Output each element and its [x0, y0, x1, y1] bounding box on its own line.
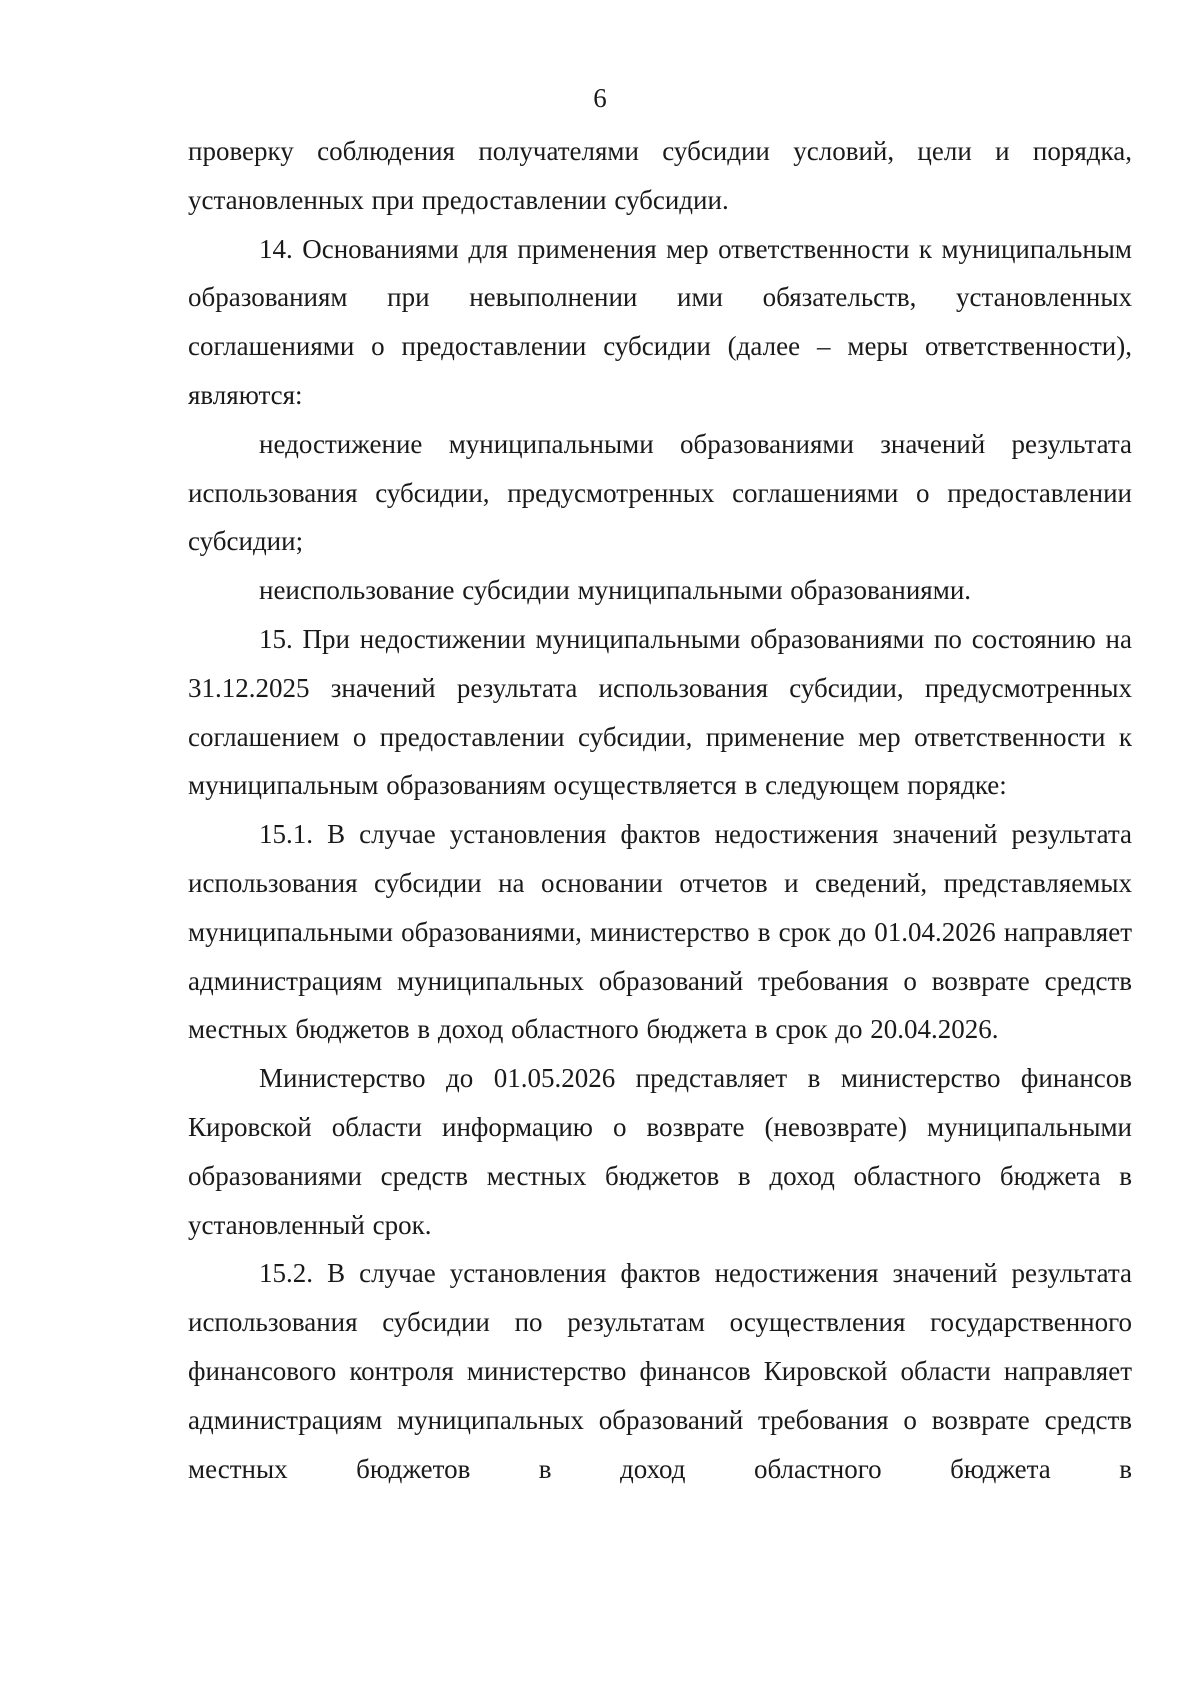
- paragraph-item-15: 15. При недостижении муниципальными образованиями по состоянию на 31.12.2025 значений результата использования субсидии, предусмотренных соглашением о предоставлении субсидии, применение мер ответственности к муниципальным образованиям осуществляется в следующем порядке:: [188, 623, 1132, 801]
- paragraph-continuation: проверку соблюдения получателями субсидии условий, цели и порядка, установленных при предоставлении субсидии.: [188, 136, 1132, 215]
- page-number: 6: [593, 83, 607, 113]
- paragraph-ministry-report: Министерство до 01.05.2026 представляет в министерство финансов Кировской области информацию о возврате (невозврате) муниципальными образованиями средств местных бюджетов в доход областного бюджета в установленный срок.: [188, 1063, 1132, 1240]
- document-body: [188, 127, 1132, 1493]
- paragraph-item-14: 14. Основаниями для применения мер ответственности к муниципальным образованиям при невыполнении ими обязательств, установленных соглашениями о предоставлении субсидии (далее – меры ответственности), являются:: [188, 233, 1132, 410]
- paragraph-ground-nonuse: неиспользование субсидии муниципальными образованиями.: [259, 575, 972, 606]
- paragraph-ground-nonachievement: недостижение муниципальными образованиями значений результата использования субсидии, предусмотренных соглашениями о предоставлении субсидии;: [188, 428, 1132, 557]
- paragraph-item-15-2: 15.2. В случае установления фактов недостижения значений результата использования субсидии по результатам осуществления государственного финансового контроля министерство финансов Кировской области направляет администрациям муниципальных образований требования о возврате средств местных бюджетов в доход областного бюджета в: [188, 1258, 1132, 1484]
- paragraph-item-15-1: 15.1. В случае установления фактов недостижения значений результата использования субсидии на основании отчетов и сведений, представляемых муниципальными образованиями, министерство в срок до 01.04.2026 направляет администрациям муниципальных образований требования о возврате средств местных бюджетов в доход областного бюджета в срок до 20.04.2026.: [188, 819, 1132, 1045]
